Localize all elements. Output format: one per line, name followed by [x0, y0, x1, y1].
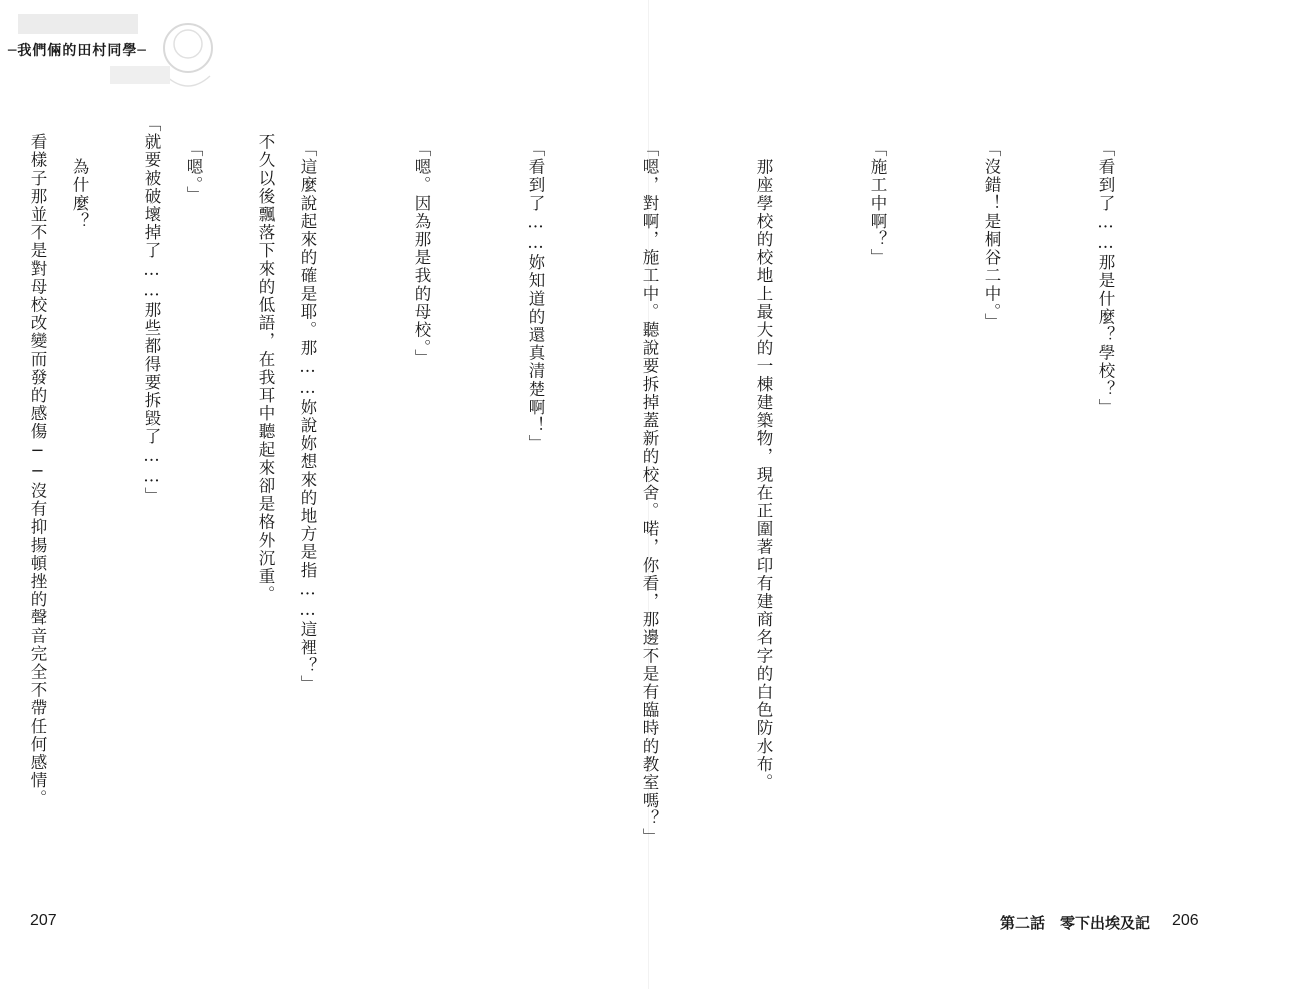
text-line: 「就要被破壞掉了……那些都得要拆毀了……」 [142, 115, 161, 506]
chapter-title-footer: 第二話 零下出埃及記 [1000, 914, 1151, 932]
text-line: 「施工中啊？」 [868, 140, 887, 267]
text-line: 那座學校的校地上最大的一棟建築物，現在正圍著印有建商名字的白色防水布。 [754, 140, 773, 792]
text-line: 為什麼？ [70, 140, 89, 231]
text-line: 「看到了……那是什麼？學校？」 [1096, 140, 1115, 417]
text-line: 看樣子那並不是對母校改變而發的感傷──沒有抑揚頓挫的聲音完全不帶任何感情。 [28, 115, 47, 808]
text-line: 「看到了……妳知道的還真清楚啊！」 [526, 140, 545, 453]
left-page-text [20, 115, 360, 905]
text-line: 「嗯。」 [184, 140, 203, 205]
text-line: 「沒錯！是桐谷二中。」 [982, 140, 1001, 331]
text-line: 「這麼說起來的確是耶。那……妳說妳想來的地方是指……這裡？」 [298, 140, 317, 693]
text-line: 「嗯，對啊，施工中。聽說要拆掉蓋新的校舍。喏，你看，那邊不是有臨時的教室嗎？」 [640, 140, 659, 846]
text-line: 不久以後飄落下來的低語，在我耳中聽起來卻是格外沉重。 [256, 115, 275, 604]
page-number-right: 206 [1172, 912, 1199, 929]
page-number-left: 207 [30, 912, 57, 929]
series-title: ─我們倆的田村同學─ [6, 40, 149, 60]
text-line: 「嗯。因為那是我的母校。」 [412, 140, 431, 368]
